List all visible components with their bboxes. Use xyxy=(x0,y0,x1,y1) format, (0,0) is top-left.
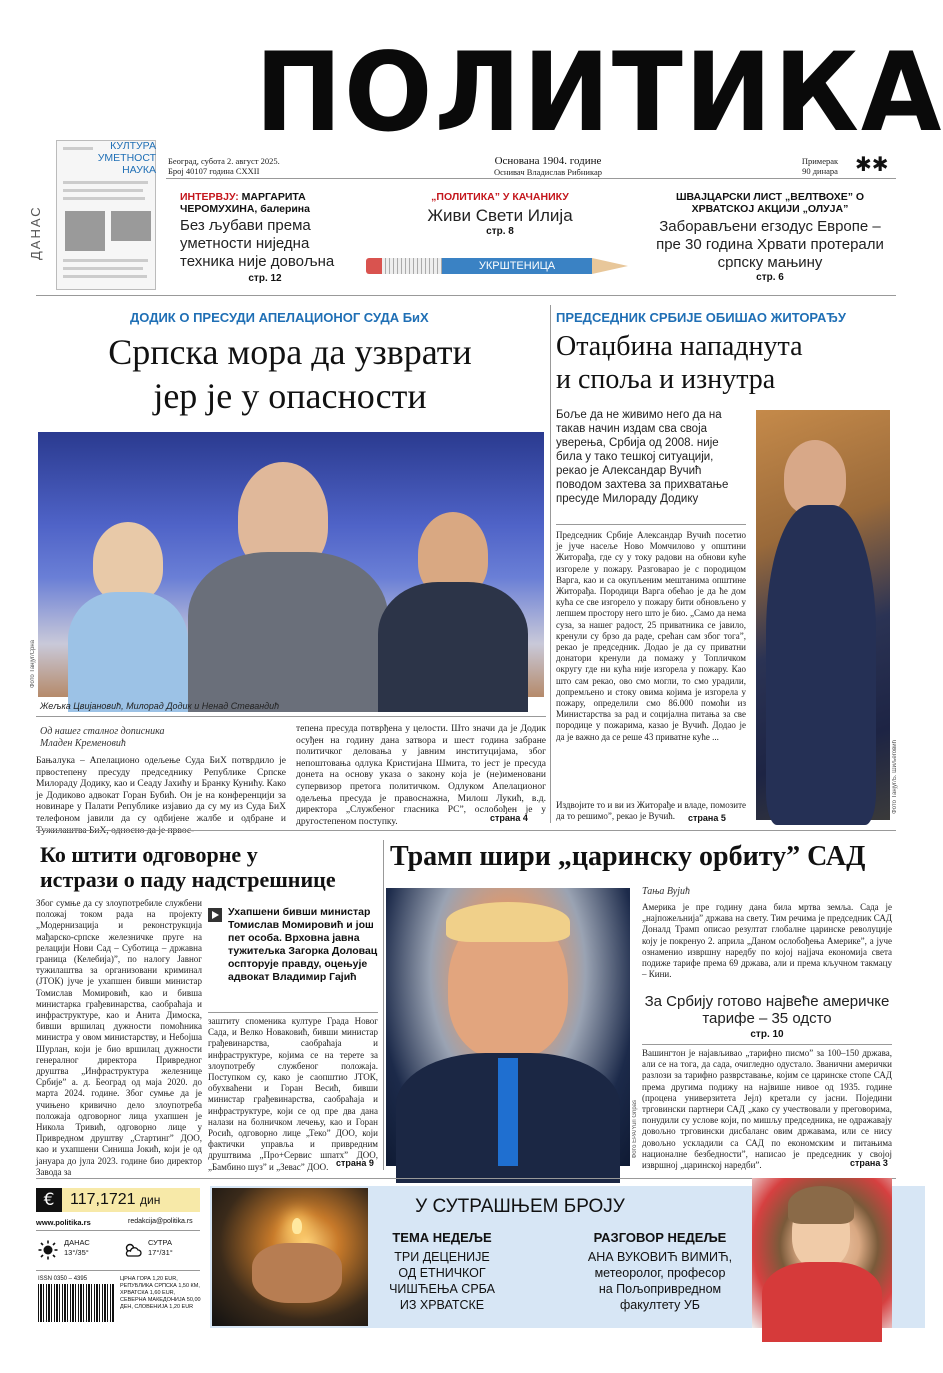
issn: ISSN 0350 – 4395 xyxy=(38,1276,88,1282)
candle-flame xyxy=(292,1218,302,1234)
person-top xyxy=(762,1262,882,1342)
lead-right-headline[interactable] xyxy=(556,330,896,396)
supplement-label-line: КУЛТУРА xyxy=(110,140,156,152)
lead-left-col1: Бањалука – Апелационо одељење Суда БиХ потврдило је првостепену пресуду председнику Републике Српске Милораду Додику, као и Сеаду Јахићу и Бранку Кунићу. Како је Додиково адвокат Горан Бубић. Он је на конференцији за новинаре у Палати Републике изјавио да су му из Суда БиХ телефоном јавили да су одбијене жалбе и одбране и xyxy=(36,756,286,824)
tomorrow-line: ОД ЕТНИЧКОГ xyxy=(398,1266,486,1280)
person-tie xyxy=(498,1058,518,1166)
teaser-blurb: Заборављени егзодус Европе – пре 30 година Хрвати протерали српску мањину xyxy=(656,218,884,271)
supplement-side-label: ДАНАС xyxy=(28,205,43,260)
copy-label: Примерак xyxy=(801,156,839,166)
hand xyxy=(252,1243,342,1303)
photo-candle xyxy=(212,1188,368,1326)
tomorrow-left-lines xyxy=(372,1249,512,1313)
supplement-label-line: НАУКА xyxy=(122,164,156,176)
exchange-rate xyxy=(36,1188,200,1212)
weather-tomorrow xyxy=(122,1236,202,1264)
rate-value-box xyxy=(62,1188,200,1212)
teaser-kicker: ШВАЈЦАРСКИ ЛИСТ „ВЕЛТВОХЕ” О ХРВАТСКОЈ АКЦИЈИ „ОЛУЈА” xyxy=(675,191,865,215)
crossword-pencil[interactable] xyxy=(366,254,636,278)
trump-headline[interactable]: Трамп шири „царинску орбиту” САД xyxy=(390,841,866,872)
photo-vucic[interactable] xyxy=(756,410,890,820)
tomorrow-line: АНА ВУКОВИЋ ВИМИЋ, xyxy=(587,1250,733,1264)
tomorrow-right-title: РАЗГОВОР НЕДЕЉЕ xyxy=(593,1230,727,1245)
edition-stars: ✱✱ xyxy=(855,154,889,176)
headline-line: и споља и изнутра xyxy=(556,364,776,395)
teaser-interview[interactable] xyxy=(180,191,350,284)
teaser-page: стр. 6 xyxy=(756,272,784,283)
canopy-headline[interactable] xyxy=(40,842,380,892)
photo-credit: Фото Танјуг/Срна xyxy=(30,640,36,689)
weather-label: ДАНАС xyxy=(64,1238,90,1247)
teaser-page: стр. 8 xyxy=(486,226,514,237)
issue-date: Београд, субота 2. август 2025. xyxy=(168,156,280,166)
lead-left-headline[interactable] xyxy=(40,330,540,418)
sidebar-text: Ухапшени бивши министар Томислав Момировић и још пет особа. Врховна јавна тужитељка Загорка Доловац оспторује правду, оцењује адвокат Владимир Гајић xyxy=(228,906,378,983)
person-dress xyxy=(68,592,188,712)
pencil-eraser xyxy=(366,258,382,274)
headline-line: истрази о паду надстрешнице xyxy=(40,867,336,892)
barcode xyxy=(38,1284,114,1322)
teaser-blurb: Живи Свети Илија xyxy=(427,206,573,225)
canopy-sidebar xyxy=(208,906,378,984)
person-shirt xyxy=(766,505,876,825)
tomorrow-line: ЧИШЋЕЊА СРБА xyxy=(389,1282,495,1296)
teaser-kacanik[interactable] xyxy=(390,191,610,237)
teaser-kicker: „ПОЛИТИКА” У КАЧАНИКУ xyxy=(431,191,569,203)
lead-right-intro: Боље да не живимо него да на такав начин издам сва своја уверења, Србија од 2008. није била у тако тешкој ситуацији, рекао је Александар Вучић поводом захтева за прихватање пресуде Милораду Додику xyxy=(556,409,729,505)
weather-label: СУТРА xyxy=(148,1238,173,1247)
founded-year: Основана 1904. године xyxy=(494,155,602,167)
person-head xyxy=(784,440,846,515)
supplement-label-line: УМЕТНОСТ xyxy=(97,152,156,164)
trump-subhead: За Србију готово највеће америчке тарифе – 35 одсто xyxy=(644,993,890,1027)
tomorrow-line: метеоролог, професор xyxy=(594,1266,726,1280)
byline-line: Младен Кременовић xyxy=(40,738,126,749)
euro-icon: € xyxy=(36,1188,62,1212)
canopy-col1: Због сумње да су злоупотребиле службени положај током рада на пројекту „Модернизација и реконструкција мађарско-српске железничке пруге на релацији Нови Сад – Суботица – државна граница (Келебија)”, по налогу Јавног тужилаштва за организовани криминал (ЈТОК) јуче је ухапшен бивши министар Томислав Момировић, као и бивша министарка грађевинарства, саобраћаја и инфраструктуре, као и Анита Димоска, бивши вршилац дужности помоћника министра у овом министарству, и Небојша Шурлан, који је био вршилац дужности генералног директора Привредног друштва „Инфраструктура железнице Србије” а. д. Београд од маја 2020. до марта 2024. године. Због сумње да је учињено кривично дело злоупотреба положаја одговорног лица ухапшен је Никола Тривић, одговорно лице у Привредном друштву „Стартинг” ДОО, као и ухапшени Синиша Јокић, који је од јануара до јула 2023. године био директор Завода за xyxy=(36,898,202,1177)
tomorrow-line: на Пољопривредном xyxy=(598,1282,722,1296)
weather-today-text xyxy=(64,1238,90,1258)
person-suit xyxy=(188,552,388,712)
trump-body-2: Вашингтон је најављивао „тарифно писмо” за 100–150 држава, али се на тога, да сада, очигледно одустало. Званични амерички разлози за тарифно разврставање, којим се царинске стопе САД према другима подижу на највише нивое од 1935. године (процена универзитета Јејл) кретали су јасни. Поједини трговински партнери САД „како су учествовали у преговорима, понудили су услове који, по мишљу председника, не одражавају довољно трговински дисбаланс овим државама, или се нису довољно ускладили са САД по економским и питањима националне безбедности”, написао је председник у својој извршној „царинској наредби”. xyxy=(642,1048,892,1171)
trump-sub-page[interactable]: стр. 10 xyxy=(750,1029,784,1040)
tomorrow-left[interactable] xyxy=(372,1230,512,1313)
sun-icon xyxy=(38,1240,58,1260)
trump-byline: Тања Вујић xyxy=(642,886,691,897)
rate-unit: дин xyxy=(140,1193,161,1207)
site-url[interactable]: www.politika.rs xyxy=(36,1218,91,1227)
issue-price: 90 динара xyxy=(802,166,838,176)
sun-cloud-icon xyxy=(122,1240,142,1260)
foreign-prices: ЦРНА ГОРА 1,20 EUR, РЕПУБЛИКА СРПСКА 1,50 КМ, ХРВАТСКА 1,60 EUR, СЕВЕРНА МАКЕДОНИЈА 50,00 ДЕН, СЛОВЕНИЈА 1,20 EUR xyxy=(120,1276,201,1310)
tomorrow-line: факултету УБ xyxy=(620,1298,700,1312)
tomorrow-heading: У СУТРАШЊЕМ БРОЈУ xyxy=(415,1196,625,1217)
person-head xyxy=(93,522,163,602)
lead-right-page[interactable]: страна 5 xyxy=(688,813,726,823)
lead-right-body: Председник Србије Александар Вучић посетио је јуче насеље Ново Момчилово у општини Житорађа, где су у току радови на обнови куће изгореле у пожару. Разговарао је с породицом Варга, као и са окупљеним мештанима општине Житорађа. Породици Варга обећао је да ће дом кућа се све изгорело у пожару бити обновљено у лепшем простору него што је био. „Само да нема суза, за нашег радост, 25 приватника се јавило, кренули су брзо да раде, срећан сам због тога”, рекао је председник. Додао је да су приватни донатори кренули да помажу у Топличком округу где ни кућа није изгорела у пожару. Као што сам рекао, ово смо могли, то смо урадили, допремљено и стоку овима којима је изгорела у пожару, определили смо 86.000 помоћи из Министарства за рад и социјална питања за све породице у пожарима, казао је Вучић. Додао је да је важно да се реше 43 приватне куће ... xyxy=(556,530,746,742)
arrow-icon xyxy=(208,908,222,922)
weather-temp: 13°/35° xyxy=(64,1248,89,1257)
weather-temp: 17°/31° xyxy=(148,1248,173,1257)
trump-body-1: Америка је пре годину дана била мртва земља. Сада је „најпожељнија” држава на свету. Тим речима је председник САД Доналд Трамп описао резултат глобалне царинске револуције коју је покренуо 2. априла „Даном ослобођења Америке”, а јуче ознаменио извршну наредбу по којој најјача економија света подиже тарифе према 69 држава, али и према кључном такмацу – Кини. xyxy=(642,902,892,980)
photo-credit: Фото EPA/Yuri Gripas xyxy=(632,1100,638,1159)
crossword-label: УКРШТЕНИЦА xyxy=(442,258,592,274)
byline-line: Од нашег сталног дописника xyxy=(40,726,165,737)
founder-name: Оснивач Владислав Рибникар xyxy=(494,167,602,177)
photo-credit: Фото Танјуг/Б. Шиљеговић xyxy=(892,740,898,814)
teaser-kicker: ИНТЕРВЈУ: xyxy=(180,191,239,203)
teaser-weltwoche[interactable] xyxy=(650,191,890,283)
teaser-blurb: Без љубави према уметности ниједна техника није довољна xyxy=(180,217,335,270)
issue-number: Број 40107 година CXXII xyxy=(168,166,260,176)
lead-right-kicker: ПРЕДСЕДНИК СРБИЈЕ ОБИШАО ЖИТОРАЂУ xyxy=(556,310,846,325)
trump-page[interactable]: страна 3 xyxy=(850,1158,888,1168)
lead-left-byline xyxy=(40,726,280,750)
weather-tomorrow-text xyxy=(148,1238,173,1258)
person-hair xyxy=(446,902,570,942)
pencil-tip xyxy=(592,258,628,274)
photo-caption: Жељка Цвијановић, Милорад Додик и Ненад Стевандић xyxy=(40,701,280,711)
photo-ana-vukovic xyxy=(752,1178,892,1328)
tomorrow-line: ТРИ ДЕЦЕНИЈЕ xyxy=(394,1250,490,1264)
tomorrow-right[interactable] xyxy=(570,1230,750,1313)
price-block xyxy=(790,156,850,176)
tomorrow-left-title: ТЕМА НЕДЕЉЕ xyxy=(392,1230,492,1245)
canopy-page[interactable]: страна 9 xyxy=(336,1158,374,1168)
masthead-logo[interactable]: ПОЛИТИКА xyxy=(255,27,943,157)
weather-today xyxy=(38,1236,118,1264)
headline-line: Српска мора да узврати xyxy=(108,332,472,372)
email-address[interactable]: redakcija@politika.rs xyxy=(128,1218,193,1225)
canopy-col2: заштиту споменика културе Града Новог Сада, и Велко Новаковић, бивши министар грађевинарства, саобраћаја и инфраструктуре, којима се на терете за злоупотребу службеног положаја. Поступком су, како је саопштио ЈТОК, обухваћени и Горан Весић, бивши министар грађевинарства, саобраћаја и инфраструктуре, који се од пре два дана налази на болничком лечењу, као и Горан Росић, одговорно лице „Теко” ДОО, који фактички управља и привредним друштвима „Про+Сервис шпатх” ДОО, „Бамбино шуз” и „Зевас” ДОО. xyxy=(208,1016,378,1172)
lead-left-col2: тепена пресуда потврђена у целости. Што значи да је Додик осуђен на годину дана затвора и шест година забране политичког деловања у јавним институцијама, због непоштовања одлука Кристијана Шмита, то јест је пресуда донета на основу указа о закону која је (не)именовани супервизор претога политичком. Одлуком Апелационог одељења пресуда је правоснажна, Милош Лукић, в.д. директора „Службеног гласника РС”, ослобођен је у другостепеном поступку. xyxy=(296,724,546,827)
person-suit xyxy=(378,582,528,712)
person-hair xyxy=(788,1186,854,1224)
teaser-kicker-rest: МАРГАРИТА ЧЕРОМУХИНА, балерина xyxy=(180,191,310,215)
lead-right-quote: Издвојите то и ви из Житорађе и владе, помозите да то решимо”, рекао је Вучић. xyxy=(556,800,746,822)
pencil-band xyxy=(382,258,442,274)
photo-trump[interactable] xyxy=(386,888,630,1166)
teaser-page: стр. 12 xyxy=(248,273,282,284)
headline-line: јер је у опасности xyxy=(153,376,427,416)
supplement-labels xyxy=(86,140,156,176)
founded-block xyxy=(468,155,628,177)
lead-left-kicker: ДОДИК О ПРЕСУДИ АПЕЛАЦИОНОГ СУДА БиХ xyxy=(130,310,429,325)
photo-dodik-press[interactable] xyxy=(38,432,544,697)
tomorrow-right-lines xyxy=(570,1249,750,1313)
headline-line: Ко штити одговорне у xyxy=(40,842,258,867)
tomorrow-line: ИЗ ХРВАТСКЕ xyxy=(399,1298,485,1312)
issue-date-block xyxy=(168,156,348,176)
headline-line: Отаџбина нападнута xyxy=(556,331,803,362)
lead-left-page[interactable]: страна 4 xyxy=(490,813,528,823)
rate-value: 117,1721 xyxy=(70,1191,136,1208)
